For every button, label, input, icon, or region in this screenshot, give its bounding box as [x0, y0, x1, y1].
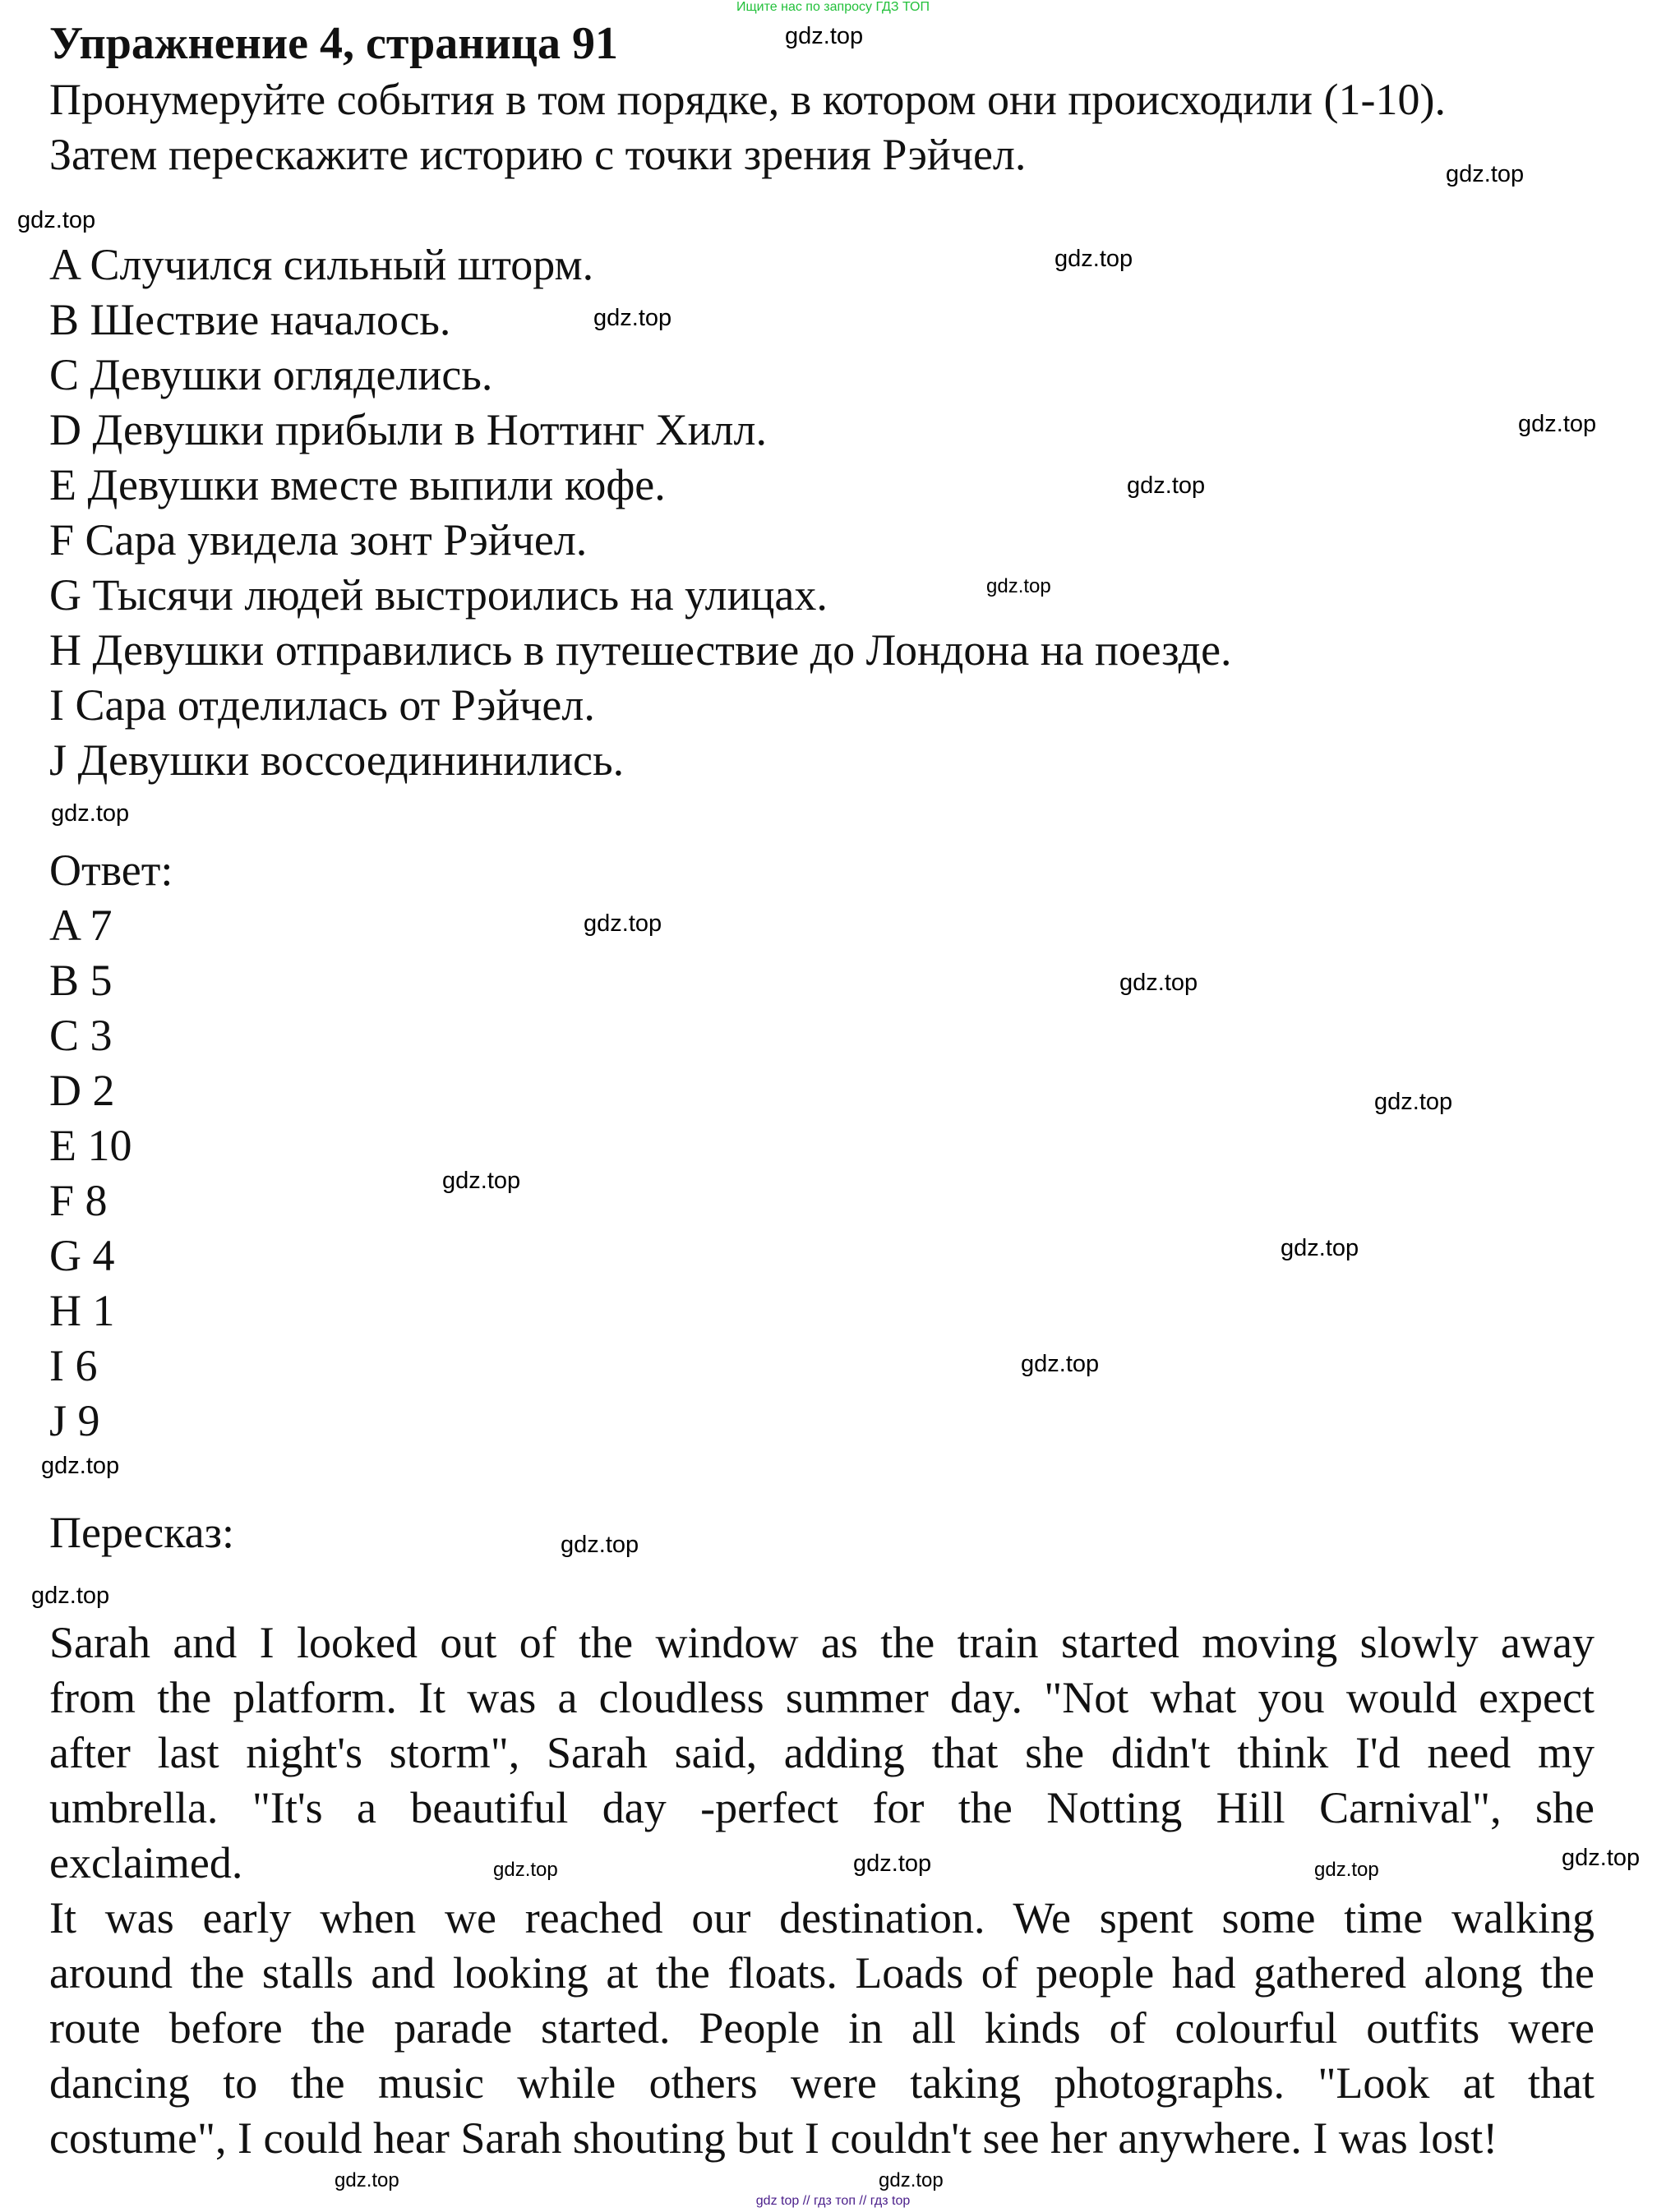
event-item: D Девушки прибыли в Ноттинг Хилл. [49, 405, 767, 454]
task-line: Затем перескажите историю с точки зрения Рэйчел. [49, 130, 1027, 179]
watermark: gdz.top [785, 23, 864, 49]
retelling-line: exclaimed. [49, 1838, 243, 1887]
event-item: J Девушки воссоедининились. [49, 735, 625, 785]
retelling-line: costume", I could hear Sarah shouting but I couldn't see her anywhere. I was lost! [49, 2113, 1498, 2163]
watermark: gdz.top [1055, 246, 1133, 272]
answer-item: F 8 [49, 1176, 108, 1225]
watermark: gdz.top [1021, 1351, 1100, 1377]
watermark: gdz.top [442, 1168, 521, 1194]
answer-label: Ответ: [49, 846, 173, 895]
retelling-line: Sarah and I looked out of the window as the train started moving slowly away [49, 1618, 1594, 1667]
watermark: gdz.top [1446, 161, 1525, 187]
search-hint-banner: Ищите нас по запросу ГДЗ ТОП [736, 0, 930, 14]
retelling-line: around the stalls and looking at the floats. Loads of people had gathered along the [49, 1948, 1594, 1998]
watermark: gdz.top [31, 1583, 110, 1609]
answer-item: J 9 [49, 1396, 100, 1445]
retelling-line: umbrella. "It's a beautiful day -perfect for the Notting Hill Carnival", she [49, 1783, 1594, 1832]
retelling-label: Пересказ: [49, 1508, 234, 1557]
retelling-text [49, 1615, 1594, 2166]
watermark: gdz.top [335, 2169, 399, 2191]
answer-item: D 2 [49, 1066, 115, 1115]
answer-item: C 3 [49, 1011, 113, 1060]
watermark: gdz.top [1374, 1089, 1453, 1115]
watermark: gdz.top [1281, 1235, 1359, 1261]
retelling-line: from the platform. It was a cloudless summer day. "Not what you would expect [49, 1673, 1594, 1722]
watermark: gdz.top [493, 1859, 558, 1881]
watermark: gdz.top [879, 2169, 944, 2191]
exercise-title: Упражнение 4, страница 91 [49, 18, 619, 69]
retelling-line: route before the parade started. People in all kinds of colourful outfits were [49, 2003, 1594, 2053]
watermark: gdz.top [1562, 1845, 1641, 1871]
event-item: I Сара отделилась от Рэйчел. [49, 680, 595, 730]
watermark: gdz.top [1518, 411, 1597, 437]
watermark: gdz.top [593, 305, 672, 331]
event-item: F Сара увидела зонт Рэйчел. [49, 515, 588, 565]
task-instructions [49, 72, 1594, 182]
answer-item: A 7 [49, 901, 113, 950]
answer-item: E 10 [49, 1121, 132, 1170]
event-item: G Тысячи людей выстроились на улицах. [49, 570, 828, 620]
watermark: gdz.top [1314, 1859, 1379, 1881]
footer-note: gdz top // гдз топ // гдз top [755, 2194, 911, 2208]
watermark: gdz.top [1127, 472, 1206, 499]
watermark: gdz.top [17, 207, 96, 233]
answers-list [49, 898, 1594, 1449]
watermark: gdz.top [41, 1453, 120, 1479]
watermark: gdz.top [584, 910, 662, 937]
events-list [49, 237, 1597, 788]
retelling-line: It was early when we reached our destination. We spent some time walking [49, 1893, 1594, 1942]
event-item: C Девушки огляделись. [49, 350, 493, 399]
watermark: gdz.top [1119, 970, 1198, 996]
watermark: gdz.top [51, 800, 130, 827]
answer-item: B 5 [49, 956, 113, 1005]
watermark: gdz.top [853, 1850, 932, 1877]
event-item: A Случился сильный шторм. [49, 240, 594, 289]
answer-item: H 1 [49, 1286, 115, 1335]
answer-item: G 4 [49, 1231, 115, 1280]
retelling-line: after last night's storm", Sarah said, adding that she didn't think I'd need my [49, 1728, 1594, 1777]
watermark: gdz.top [561, 1532, 639, 1558]
watermark: gdz.top [986, 575, 1051, 597]
task-line: Пронумеруйте события в том порядке, в котором они происходили (1-10). [49, 75, 1446, 124]
event-item: E Девушки вместе выпили кофе. [49, 460, 666, 509]
event-item: H Девушки отправились в путешествие до Лондона на поезде. [49, 625, 1232, 675]
answer-item: I 6 [49, 1341, 98, 1390]
event-item: B Шествие началось. [49, 295, 451, 344]
retelling-line: dancing to the music while others were taking photographs. "Look at that [49, 2058, 1594, 2108]
